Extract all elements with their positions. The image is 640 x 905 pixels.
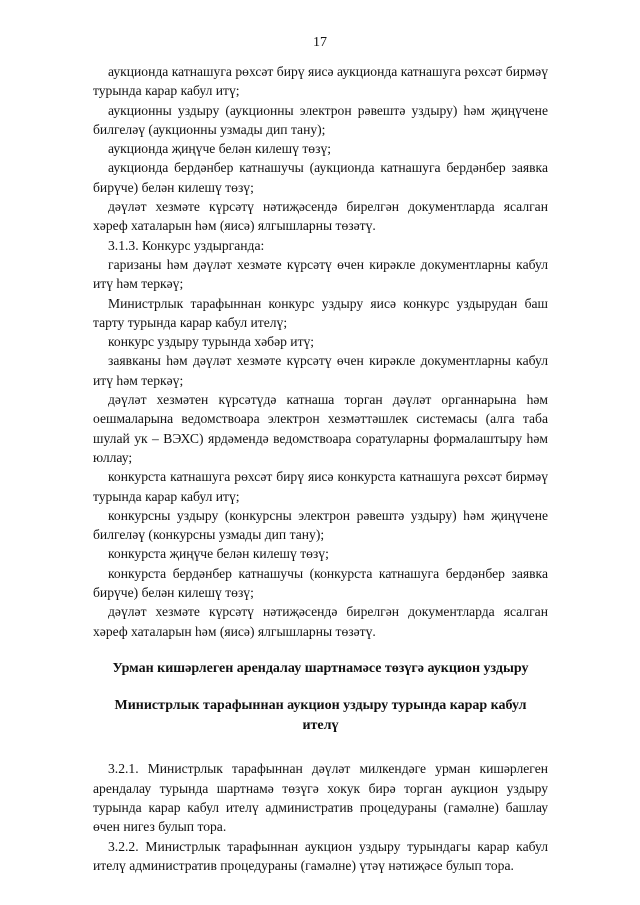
page-number: 17 xyxy=(313,35,327,50)
paragraph: дәүләт хезмәтен күрсәтүдә катнаша торган дәүләт органнарына һәм оешмаларына ведомствоара электрон хезмәттәшлек системасы (алга таба шулай ук – ВЭХС) ярдәмендә ведомствоара соратуларны формалаштыру һәм юллау; xyxy=(93,392,548,465)
paragraph: аукционны уздыру (аукционны электрон рәвештә уздыру) һәм җиңүчене билгеләү (аукционны узмады дип тану); xyxy=(93,102,548,137)
paragraph: Министрлык тарафыннан конкурс уздыру яисә конкурс уздырудан баш тарту турында карар кабул ителү; xyxy=(93,295,548,330)
paragraph: аукционда катнашуга рөхсәт бирү яисә аукционда катнашуга рөхсәт бирмәү турында карар кабул итү; xyxy=(93,64,548,99)
paragraph: 3.2.2. Министрлык тарафыннан аукцион уздыру турындагы карар кабул ителү административ процедураны (гамәлне) үтәү нәтиҗәсе булып тора. xyxy=(93,838,548,873)
paragraph: аукционда җиңүче белән килешү төзү; xyxy=(108,141,332,157)
document-body xyxy=(93,62,548,875)
paragraph: заявканы һәм дәүләт хезмәте күрсәтү өчен кирәкле документларны кабул итү һәм теркәү; xyxy=(93,353,548,388)
paragraph: конкурста җиңүче белән килешү төзү; xyxy=(108,546,329,562)
paragraph: конкурс уздыру турында хәбәр итү; xyxy=(108,334,315,350)
paragraph: 3.2.1. Министрлык тарафыннан дәүләт милкендәге урман кишәрлеген арендалау турында шартнамә төзүгә хокук бирә торган аукцион уздыру турында карар кабул ителү административ процедураны (гамәлне) башлау өчен нигез булып тора. xyxy=(93,761,548,835)
spacer xyxy=(93,735,548,759)
paragraph: 3.1.3. Конкурс уздырганда: xyxy=(108,237,265,253)
section-heading: Урман кишәрлеген арендалау шартнамәсе төзүгә аукцион уздыру xyxy=(112,660,529,676)
paragraph: конкурсны уздыру (конкурсны электрон рәвештә уздыру) һәм җиңүчене билгеләү (конкурсны узмады дип тану); xyxy=(93,507,548,543)
paragraph: конкурста бердәнбер катнашучы (конкурста катнашуга бердәнбер заявка бирүче) белән килешү төзү; xyxy=(93,565,548,601)
paragraph: аукционда бердәнбер катнашучы (аукционда катнашуга бердәнбер заявка бирүче) белән килешү төзү; xyxy=(93,160,548,195)
paragraph: дәүләт хезмәте күрсәтү нәтиҗәсендә бирелгән документларда ясалган хәреф хаталарын һәм (яисә) ялгышларны төзәтү. xyxy=(93,604,548,639)
subsection-heading: Министрлык тарафыннан аукцион уздыру турында карар кабул ителү xyxy=(114,698,527,733)
paragraph: гаризаны һәм дәүләт хезмәте күрсәтү өчен кирәкле документларны кабул итү һәм теркәү; xyxy=(93,256,548,292)
paragraph: конкурста катнашуга рөхсәт бирү яисә конкурста катнашуга рөхсәт бирмәү турында карар кабул итү; xyxy=(93,469,548,504)
paragraph: дәүләт хезмәте күрсәтү нәтиҗәсендә бирелгән документларда ясалган хәреф хаталарын һәм (яисә) ялгышларны төзәтү. xyxy=(93,199,548,234)
